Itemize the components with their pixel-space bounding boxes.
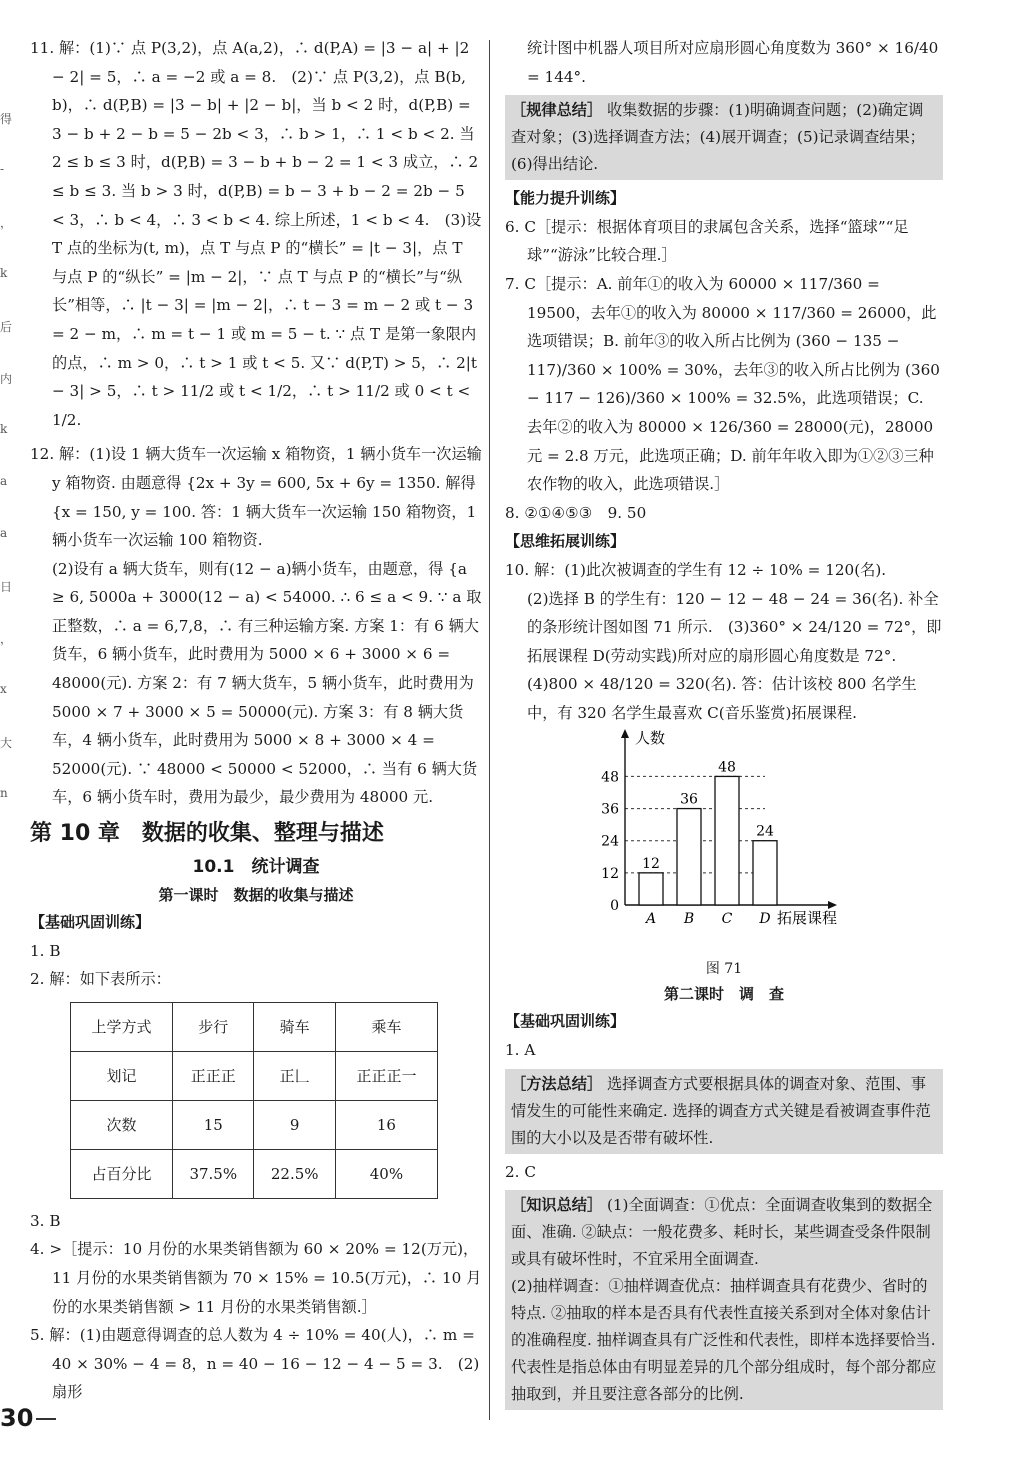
figure-caption: 图 71 — [705, 961, 743, 978]
x-tick-label: A — [645, 911, 657, 928]
answer-12-part1: 12. 解：(1)设 1 辆大货车一次运输 x 箱物资，1 辆小货车一次运输 y 箱物资. 由题意得 {2x + 3y = 600, 5x + 6y = 1350. 解得 {x = 150, y = 100. 答：1 辆大货车一次运输 150 箱物资，1 辆小货车一次运输 100 箱物资. — [30, 445, 482, 550]
edge-char: k — [0, 266, 8, 280]
rule-summary-label: ［规律总结］ — [511, 101, 603, 120]
x-tick-label: D — [759, 911, 771, 928]
table-cell: 划记 — [71, 1051, 173, 1100]
table-cell: 9 — [254, 1100, 335, 1149]
rule-summary-text: 收集数据的步骤：(1)明确调查问题；(2)确定调查对象；(3)选择调查方法；(4)展开调查；(5)记录调查结果；(6)得出结论. — [511, 101, 925, 174]
answer-4: 4. >［提示：10 月份的水果类销售额为 60 × 20% = 12(万元)，11 月份的水果类销售额为 70 × 15% = 10.5(万元)，∴ 10 月份的水果类销售额 > 11 月份的水果类销售额.］ — [30, 1240, 482, 1316]
lesson2-title: 第二课时 调 查 — [663, 985, 784, 1004]
answer-12-part2: (2)设有 a 辆大货车，则有(12 − a)辆小货车，由题意，得 {a ≥ 6, 5000a + 3000(12 − a) < 54000. ∴ 6 ≤ a < 9. ∵ a 取正整数，∴ a = 6,7,8，∴ 有三种运输方案. 方案 1：有 6 辆大货车，6 辆小货车，此时费用为 5000 × 6 + 3000 × 6 = 48000(元). 方案 2：有 7 辆大货车，5 辆小货车，此时费用为 5000 × 7 + 3000 × 5 = 50000(元). 方案 3：有 8 辆大货车，4 辆小货车，此时费用为 5000 × 8 + 3000 × 4 = 52000(元). ∵ 48000 < 50000 < 52000，∴ 当有 6 辆大货车，6 辆小货车时，费用为最少，最少费用为 48000 元. — [52, 559, 482, 807]
table-cell: 正正正一 — [335, 1051, 437, 1100]
table-cell: 16 — [335, 1100, 437, 1149]
y-tick-label: 36 — [601, 802, 619, 819]
x-tick-label: B — [683, 911, 695, 928]
bar-B — [677, 809, 701, 905]
column-divider — [489, 40, 490, 1420]
basic-training-label: 【基础巩固训练】 — [30, 913, 151, 932]
right-column — [505, 34, 943, 1414]
bar-A — [639, 873, 663, 905]
answer-b1: 1. A — [505, 1041, 536, 1060]
answer-11: 11. 解：(1)∵ 点 P(3,2)，点 A(a,2)，∴ d(P,A) = |3 − a| + |2 − 2| = 5，∴ a = −2 或 a = 8. (2)∵ 点 P(3,2)，点 B(b, b)，∴ d(P,B) = |3 − b| + |2 − b|，当 b < 2 时，d(P,B) = 3 − b + 2 − b = 5 − 2b < 3，∴ b > 1，∴ 1 < b < 2. 当 2 ≤ b ≤ 3 时，d(P,B) = 3 − b + b − 2 = 1 < 3 成立，∴ 2 ≤ b ≤ 3. 当 b > 3 时，d(P,B) = b − 3 + b − 2 = 2b − 5 < 3，∴ b < 4，∴ 3 < b < 4. 综上所述，1 < b < 4. (3)设 T 点的坐标为(t, m)，点 T 与点 P 的“横长” = |t − 3|，点 T 与点 P 的“纵长” = |m − 2|，∵ 点 T 与点 P 的“横长”与“纵长”相等，∴ |t − 3| = |m − 2|，∴ t − 3 = m − 2 或 t − 3 = 2 − m，∴ m = t − 1 或 m = 5 − t. ∵ 点 T 是第一象限内的点，∴ m > 0，∴ t > 1 或 t < 5. 又∵ d(P,T) > 5，∴ 2|t − 3| > 5，∴ t > 11/2 或 t < 1/2，∴ t > 11/2 或 0 < t < 1/2. — [30, 39, 482, 429]
table-header-cell: 乘车 — [335, 1002, 437, 1051]
table-cell: 15 — [173, 1100, 254, 1149]
answer-5-continued: 统计图中机器人项目所对应扇形圆心角度数为 360° × 16/40 = 144°. — [527, 39, 939, 86]
edge-char: a — [0, 526, 8, 540]
left-column — [30, 34, 482, 1407]
x-axis-label: 拓展课程 — [777, 909, 838, 928]
basic-training-label-2: 【基础巩固训练】 — [505, 1012, 626, 1031]
page-number: 30 — [0, 1404, 34, 1432]
edge-char: k — [0, 422, 8, 436]
table-header-cell: 上学方式 — [71, 1002, 173, 1051]
table-cell: 次数 — [71, 1100, 173, 1149]
table-cell: 占百分比 — [71, 1149, 173, 1198]
knowledge-summary-label: ［知识总结］ — [511, 1196, 603, 1215]
table-cell: 正正正 — [173, 1051, 254, 1100]
page-number-rule — [36, 1418, 56, 1420]
x-axis-arrow — [828, 901, 837, 909]
knowledge-summary-text-1: (1)全面调查：①优点：全面调查收集到的数据全面、准确. ②缺点：一般花费多、耗时长，某些调查受条件限制或具有破坏性时，不宜采用全面调查. — [511, 1196, 933, 1269]
y-tick-label: 24 — [601, 834, 619, 851]
bar-chart-figure-71 — [505, 727, 943, 957]
answer-1: 1. B — [30, 941, 61, 960]
method-summary-label: ［方法总结］ — [511, 1074, 603, 1093]
knowledge-summary-box — [505, 1190, 943, 1410]
table-row — [71, 1149, 438, 1198]
bar-value-label: 48 — [718, 759, 736, 776]
edge-char: 后 — [0, 320, 13, 334]
bar-value-label: 12 — [642, 856, 660, 873]
answer-10: 10. 解：(1)此次被调查的学生有 12 ÷ 10% = 120(名). (2)选择 B 的学生有：120 − 12 − 48 − 24 = 36(名). 补全的条形统计图如图 71 所示. (3)360° × 24/120 = 72°，即拓展课程 D(劳动实践)所对应的扇形圆心角度数是 72°. (4)800 × 48/120 = 320(名). 答：估计该校 800 名学生中，有 320 名学生最喜欢 C(音乐鉴赏)拓展课程. — [505, 560, 942, 722]
bar-chart-svg — [575, 727, 875, 939]
thinking-training-label: 【思维拓展训练】 — [505, 532, 626, 551]
edge-char: a — [0, 474, 8, 488]
table-cell: 正𠃊 — [254, 1051, 335, 1100]
ability-training-label: 【能力提升训练】 — [505, 189, 626, 208]
chapter-title: 第 10 章 数据的收集、整理与描述 — [30, 821, 384, 847]
answer-7: 7. C［提示：A. 前年①的收入为 60000 × 117/360 = 19500，去年①的收入为 80000 × 117/360 = 26000，此选项错误；B. 前年③的收入所占比例为 (360 − 135 − 117)/360 × 100% = 30%，去年③的收入所占比例为 (360 − 117 − 126)/360 × 100% = 32.5%，此选项错误；C. 去年②的收入为 80000 × 126/360 = 28000(元)，28000 元 = 2.8 万元，此选项正确；D. 前年年收入即为①②③三种农作物的收入，此选项错误.］ — [505, 274, 940, 494]
bar-D — [753, 841, 777, 905]
commute-tally-table — [70, 1002, 438, 1199]
method-summary-box — [505, 1069, 943, 1154]
answer-3: 3. B — [30, 1211, 61, 1230]
answer-b2: 2. C — [505, 1162, 536, 1181]
bar-C — [715, 777, 739, 906]
table-cell: 22.5% — [254, 1149, 335, 1198]
edge-char: 日 — [0, 580, 13, 594]
x-tick-label: C — [721, 911, 733, 928]
lesson-title: 第一课时 数据的收集与描述 — [158, 886, 354, 905]
edge-char: 大 — [0, 736, 13, 750]
bar-value-label: 36 — [680, 792, 698, 809]
answer-8-9: 8. ②①④⑤③ 9. 50 — [505, 503, 647, 522]
y-axis-arrow — [621, 729, 629, 738]
edge-char: x — [0, 682, 7, 696]
y-tick-label: 12 — [601, 866, 619, 883]
knowledge-summary-text-2: (2)抽样调查：①抽样调查优点：抽样调查具有花费少、省时的特点. ②抽取的样本是否具有代表性直接关系到对全体对象估计的准确程度. 抽样调查具有广泛性和代表性，即样本选择要恰当. 代表性是指总体由有明显差异的几个部分组成时，每个部分都应抽取到，并且要注意各部分的比例. — [511, 1277, 937, 1404]
answer-5: 5. 解：(1)由题意得调查的总人数为 4 ÷ 10% = 40(人)，∴ m = 40 × 30% − 4 = 8，n = 40 − 16 − 12 − 4 − 5 = 3. (2)扇形 — [30, 1326, 480, 1402]
left-edge-fragments — [0, 110, 14, 838]
edge-char: ， — [0, 632, 13, 646]
bar-value-label: 24 — [756, 824, 774, 841]
edge-char: - — [0, 162, 5, 176]
table-cell: 37.5% — [173, 1149, 254, 1198]
rule-summary-box — [505, 95, 943, 180]
table-cell: 40% — [335, 1149, 437, 1198]
y-tick-label: 0 — [610, 898, 619, 915]
method-summary-text: 选择调查方式要根据具体的调查对象、范围、事情发生的可能性来确定. 选择的调查方式关键是看被调查事件范围的大小以及是否带有破坏性. — [511, 1074, 931, 1147]
answer-6: 6. C［提示：根据体育项目的隶属包含关系，选择“篮球”“足球”“游泳”比较合理.］ — [505, 217, 909, 265]
edge-char: 得 — [0, 112, 13, 126]
table-row — [71, 1051, 438, 1100]
y-axis-label: 人数 — [635, 729, 666, 748]
edge-char: 内 — [0, 372, 13, 386]
edge-char: ， — [0, 216, 13, 230]
table-header-cell: 骑车 — [254, 1002, 335, 1051]
answer-2: 2. 解：如下表所示： — [30, 970, 171, 989]
table-row — [71, 1100, 438, 1149]
table-header-row — [71, 1002, 438, 1051]
edge-char: n — [0, 786, 8, 800]
section-title: 10.1 统计调查 — [192, 857, 320, 878]
y-tick-label: 48 — [601, 769, 619, 786]
table-header-cell: 步行 — [173, 1002, 254, 1051]
